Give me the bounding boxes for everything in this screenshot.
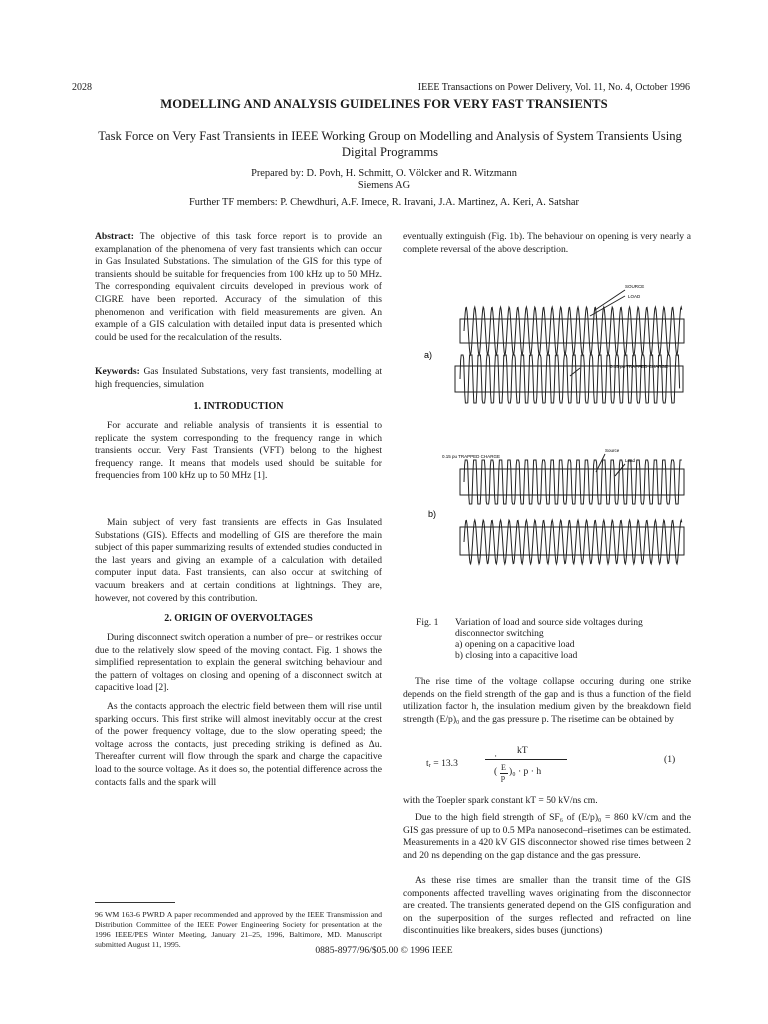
keywords-label: Keywords: <box>95 366 140 377</box>
leader-line-load-b <box>615 464 625 476</box>
leader-line-trapped <box>570 368 580 376</box>
equation-denominator-rest: )₀ · p · h <box>509 766 542 777</box>
affiliation: Siemens AG <box>357 180 411 191</box>
figure-caption-line-3: a) opening on a capacitive load <box>455 639 575 650</box>
figure-caption-line-4: b) closing into a capacitive load <box>455 650 578 661</box>
origin-paragraph-1: During disconnect switch operation a number of pre– or restrikes occur due to the relatively slow speed of the moving contact. Fig. 1 shows the simplified representation to explain the general switching behaviour and the pattern of voltages on closing and opening of a disconnect switch at capacitive load [2]. <box>95 632 382 694</box>
further-members: Further TF members: P. Chewdhuri, A.F. Imece, R. Iravani, J.A. Martinez, A. Keri, A. Satshar <box>188 197 579 208</box>
page-number: 2028 <box>72 82 92 93</box>
leader-line-source <box>595 290 625 310</box>
equation-denominator-open: ( <box>494 766 498 777</box>
panel-a-waveform-load <box>460 355 680 403</box>
equation-fraction-bar <box>485 759 567 760</box>
right-paragraph-transit: As these rise times are smaller than the transit time of the GIS components affected travelling waves originating from the disconnector are created. The transients generated depend on the GIS configuration and on the superposition of the surges reflected and refracted on line discontinuities like breakers, sides buses (junctions) <box>403 875 691 937</box>
abstract-label: Abstract: <box>95 231 134 242</box>
figure-caption-line-1: Variation of load and source side voltages during <box>455 617 643 628</box>
prepared-by: Prepared by: D. Povh, H. Schmitt, O. Völcker and R. Witzmann <box>251 168 517 179</box>
right-paragraph-top: eventually extinguish (Fig. 1b). The behaviour on opening is very nearly a complete reversal of the above description. <box>403 231 691 255</box>
label-load-b: Load <box>625 458 636 463</box>
label-load: LOAD <box>628 294 641 299</box>
abstract-text: The objective of this task force report is to provide an examplanation of the phenomena of very fast transients which can occur in Gas Insulated Substations. The simulation of the GIS for this type of transients should be suitable for frequencies from 100 kHz up to 50 MHz. The corresponding equivalent circuits developed in previous work of CIGRE have been reported. Accuracy of the simulation of this phenomenon and verification with field measurements are given. An example of a GIS calculation with detailed input data is presented which could be used for the recalculation of the results. <box>95 231 382 343</box>
footnote: 96 WM 163-6 PWRD A paper recommended and approved by the IEEE Transmission and Distribution Committee of the IEEE Power Engineering Society for presentation at the 1996 IEEE/PES Winter Meeting, January 21–25, 1996, Baltimore, MD. Manuscript submitted August 11, 1995. <box>95 910 382 949</box>
figure-1-oscillograms <box>420 276 692 606</box>
label-source: SOURCE <box>625 284 645 289</box>
intro-paragraph-2: Main subject of very fast transients are effects in Gas Insulated Substations (GIS). Effects and modelling of GIS are therefore the main subject of this paper summarizing results of extended studies conducted in the last years and giving an example of a calculation with detailed computer input data. Fast transients, can also occur at switching of vacuum breakers and at certain conditions at lightnings. They are, however, not covered by this contribution. <box>95 517 382 604</box>
equation-p: p <box>501 773 505 782</box>
label-trapped-charge-b: 0.15 pu TRAPPED CHARGE <box>442 454 500 459</box>
equation-number: (1) <box>664 754 676 765</box>
section-heading-origin: 2. ORIGIN OF OVERVOLTAGES <box>164 613 313 624</box>
label-trapped-charge: 0.15 pu TRAPPED CHARGE <box>610 364 668 369</box>
copyright-code: 0885-8977/96/$05.00 © 1996 IEEE <box>315 945 453 956</box>
paper-title: MODELLING AND ANALYSIS GUIDELINES FOR VERY FAST TRANSIENTS <box>160 97 608 111</box>
task-force-line: Task Force on Very Fast Transients in IEEE Working Group on Modelling and Analysis of System Transients Using Digital Programms <box>98 129 682 159</box>
keywords <box>95 366 382 391</box>
section-heading-introduction: 1. INTRODUCTION <box>193 401 284 412</box>
right-paragraph-risetime: The rise time of the voltage collapse occuring during one strike depends on the field strength of the gap and is thus a function of the field utilization factor h, the insulation medium given by the breakdown field strength (E/p)₀ and the gas pressure p. The risetime can be obtained by <box>403 676 691 725</box>
equation-numerator: kT <box>517 745 528 756</box>
intro-paragraph-1: For accurate and reliable analysis of transients it is essential to replicate the system corresponding to the frequency range in which transients occur. Very Fast Transients (VFT) belong to the highest frequency range. It means that models used should be suitable for frequencies from 100 kHz up to 50 MHz [1]. <box>95 420 382 482</box>
panel-a-waveform-source <box>464 307 682 355</box>
footnote-rule <box>95 902 175 903</box>
equation-lhs: tᵣ = 13.3 <box>426 758 458 769</box>
figure-caption-number: Fig. 1 <box>416 617 439 628</box>
figure-caption-line-2: disconnector switching <box>455 628 544 639</box>
panel-b-waveform-source <box>464 460 682 504</box>
origin-paragraph-2: As the contacts approach the electric field between them will rise until sparking occurs. This first strike will almost inevitably occur at the crest of the power frequency voltage, due to the slow operating speed; the voltage across the contacts, just preceding striking is defined as Δu. Thereafter current will flow through the spark and charge the capacitive load to the source voltage. As it does so, the potential difference across the contacts falls and the spark will <box>95 701 382 788</box>
abstract <box>95 231 382 344</box>
journal-header: IEEE Transactions on Power Delivery, Vol. 11, No. 4, October 1996 <box>417 82 690 93</box>
panel-a-label: a) <box>424 350 433 360</box>
keywords-text: Gas Insulated Substations, very fast transients, modelling at high frequencies, simulation <box>95 366 382 390</box>
equation-e: E <box>501 763 506 772</box>
panel-b-label: b) <box>428 509 437 519</box>
label-source-b: Source <box>605 448 620 453</box>
right-paragraph-sf6: Due to the high field strength of SF₆ of (E/p)₀ = 860 kV/cm and the GIS gas pressure of up to 0.5 MPa nanosecond–risetimes can be estimated. Measurements in a 420 kV GIS disconnector showed rise times between 2 and 20 ns depending on the gap distance and the gas pressure. <box>403 812 692 861</box>
right-paragraph-toepler: with the Toepler spark constant kT = 50 kV/ns cm. <box>403 795 598 806</box>
equation-dot: · <box>494 751 498 762</box>
